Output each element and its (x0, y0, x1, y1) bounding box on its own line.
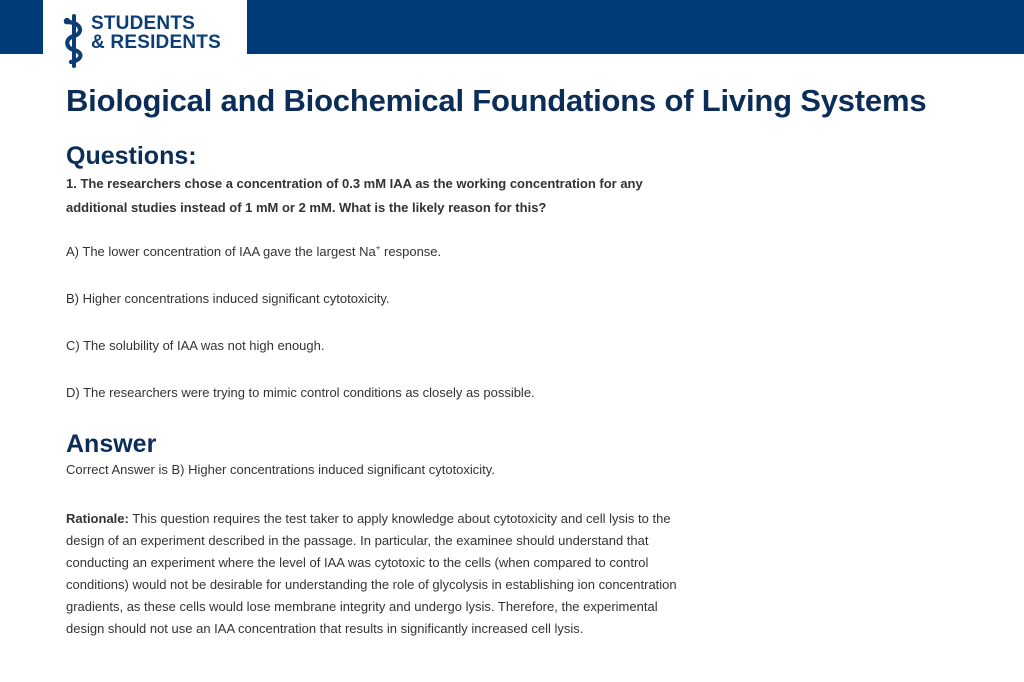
rationale-label: Rationale: (66, 511, 129, 526)
option-d: D) The researchers were trying to mimic control conditions as closely as possible. (66, 385, 535, 400)
site-logo[interactable] (43, 0, 247, 67)
option-a-text: A) The lower concentration of IAA gave the largest Na (66, 244, 376, 259)
option-c: C) The solubility of IAA was not high enough. (66, 338, 325, 353)
rationale-paragraph (66, 508, 680, 640)
option-b: B) Higher concentrations induced significant cytotoxicity. (66, 291, 390, 306)
rationale-text: This question requires the test taker to apply knowledge about cytotoxicity and cell lysis to the design of an experiment described in the passage. In particular, the examinee should understand that conducting an experiment where the level of IAA was cytotoxic to the cells (when compared to control conditions) would not be desirable for understanding the role of glycolysis in establishing ion concentration gradients, as these cells would lose membrane integrity and undergo lysis. Therefore, the experimental design should not use an IAA concentration that results in significantly increased cell lysis. (66, 511, 677, 636)
logo-line-1: STUDENTS (91, 13, 195, 34)
option-a-superscript: + (375, 243, 381, 253)
logo-line-2: & RESIDENTS (91, 32, 221, 53)
question-1-text: 1. The researchers chose a concentration of 0.3 mM IAA as the working concentration for any additional studies instead of 1 mM or 2 mM. What is the likely reason for this? (66, 176, 643, 215)
answer-heading: Answer (66, 430, 157, 458)
caduceus-snake-icon (63, 14, 85, 68)
logo-wordmark (91, 14, 221, 52)
correct-answer: Correct Answer is B) Higher concentrations induced significant cytotoxicity. (66, 462, 495, 477)
option-a-text-end: response. (380, 244, 442, 259)
page-title: Biological and Biochemical Foundations of Living Systems (66, 83, 927, 118)
option-a (66, 242, 441, 262)
questions-heading: Questions: (66, 142, 197, 170)
